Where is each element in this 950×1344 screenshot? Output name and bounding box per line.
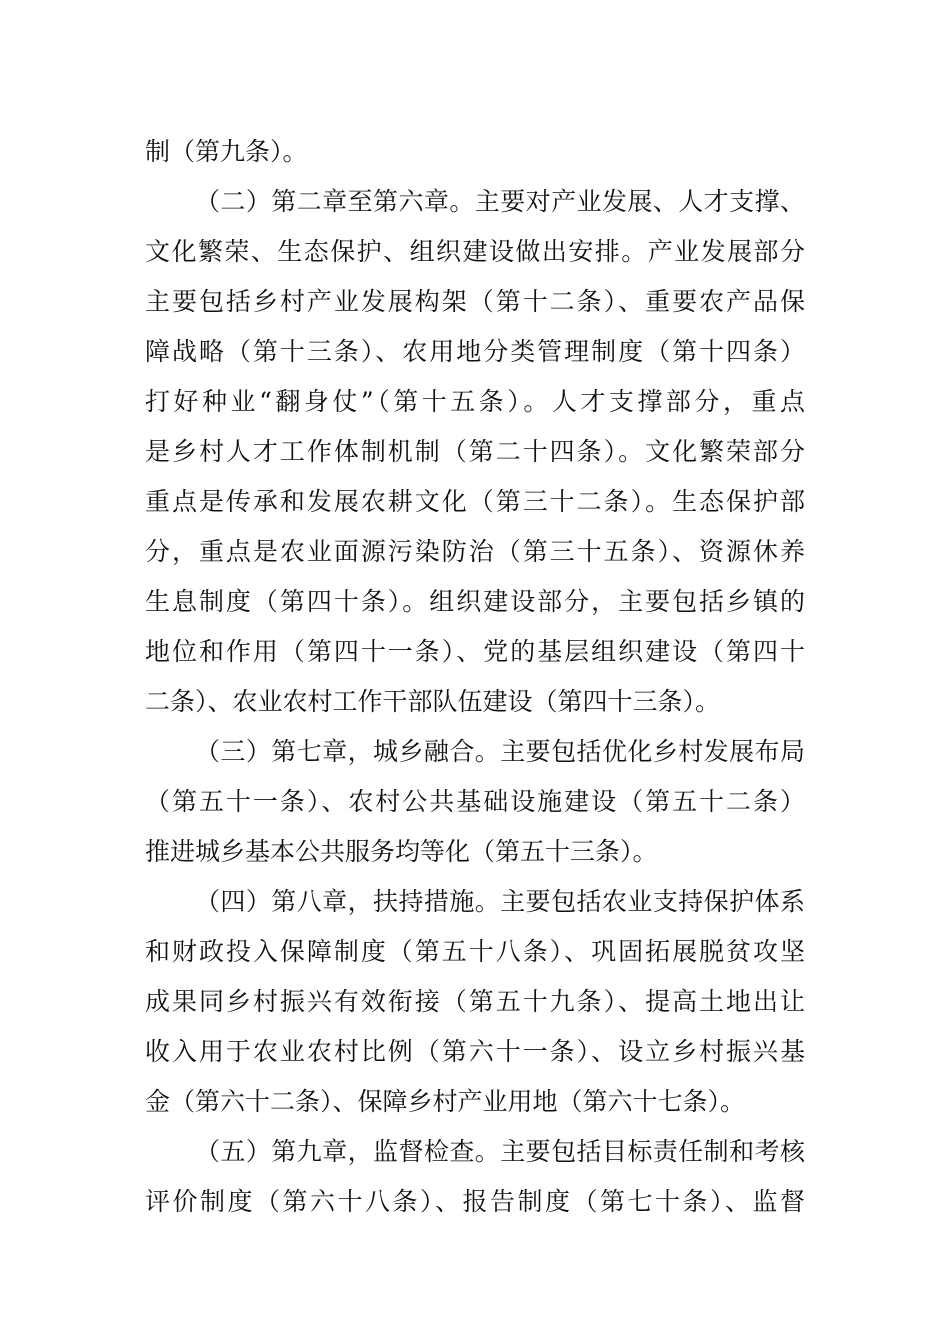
text-line: 主要包括乡村产业发展构架（第十二条）、重要农产品保	[145, 287, 805, 316]
paragraph-start-line: （三）第七章，城乡融合。主要包括优化乡村发展布局	[195, 737, 805, 766]
text-line: 二条）、农业农村工作干部队伍建设（第四十三条）。	[145, 687, 721, 716]
text-line: 打好种业“翻身仗”（第十五条）。人才支撑部分，重点	[145, 387, 805, 416]
text-line: 是乡村人才工作体制机制（第二十四条）。文化繁荣部分	[145, 437, 805, 466]
text-line: 推进城乡基本公共服务均等化（第五十三条）。	[145, 837, 658, 866]
text-line: 评价制度（第六十八条）、报告制度（第七十条）、监督	[145, 1187, 805, 1216]
paragraph-start-line: （四）第八章，扶持措施。主要包括农业支持保护体系	[195, 887, 805, 916]
text-line: 地位和作用（第四十一条）、党的基层组织建设（第四十	[145, 637, 805, 666]
text-line: 制（第九条）。	[145, 137, 308, 166]
text-line: 金（第六十二条）、保障乡村产业用地（第六十七条）。	[145, 1087, 746, 1116]
text-line: 障战略（第十三条）、农用地分类管理制度（第十四条）	[145, 337, 805, 366]
text-line: 成果同乡村振兴有效衔接（第五十九条）、提高土地出让	[145, 987, 805, 1016]
text-line: 收入用于农业农村比例（第六十一条）、设立乡村振兴基	[145, 1037, 805, 1066]
text-line: 生息制度（第四十条）。组织建设部分，主要包括乡镇的	[145, 587, 805, 616]
text-line: 和财政投入保障制度（第五十八条）、巩固拓展脱贫攻坚	[145, 937, 805, 966]
paragraph-start-line: （五）第九章，监督检查。主要包括目标责任制和考核	[195, 1137, 805, 1166]
text-line: （第五十一条）、农村公共基础设施建设（第五十二条）	[145, 787, 805, 816]
text-line: 分，重点是农业面源污染防治（第三十五条）、资源休养	[145, 537, 805, 566]
text-line: 重点是传承和发展农耕文化（第三十二条）。生态保护部	[145, 487, 805, 516]
paragraph-start-line: （二）第二章至第六章。主要对产业发展、人才支撑、	[195, 187, 805, 216]
text-line: 文化繁荣、生态保护、组织建设做出安排。产业发展部分	[145, 237, 805, 266]
